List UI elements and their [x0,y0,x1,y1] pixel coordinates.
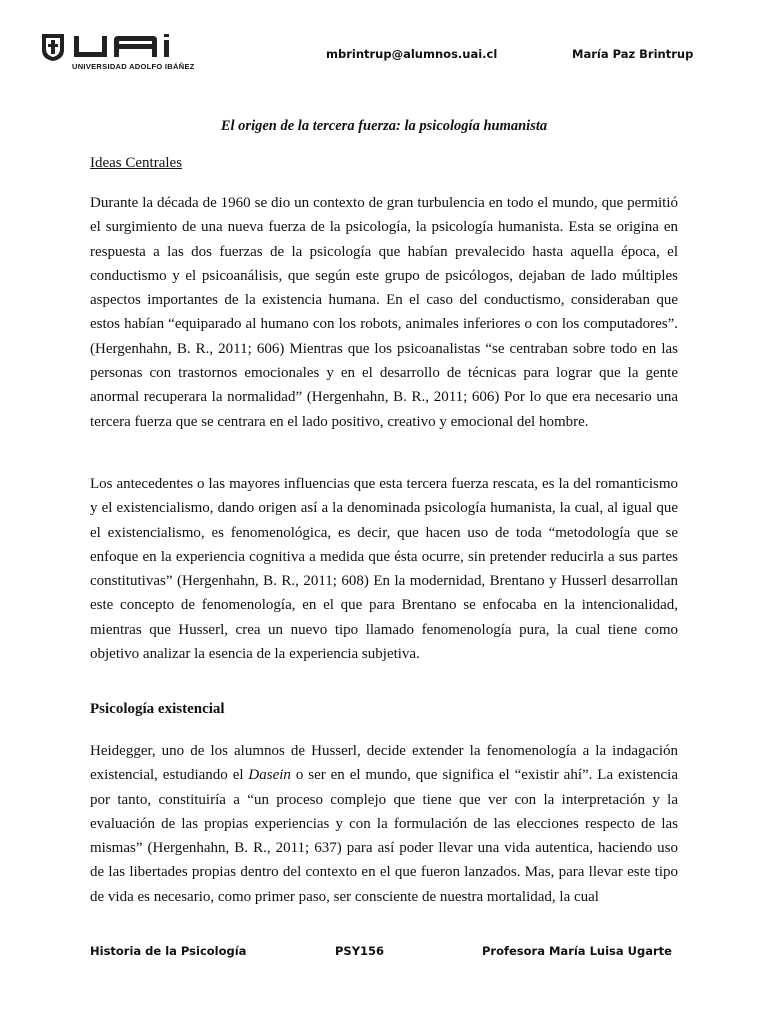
section-heading: Ideas Centrales [90,155,183,171]
paragraph-text: Heidegger, uno de los alumnos de Husserl, decide extender la fenomenología a la indagación existencial, estudiando el [90,743,678,784]
paragraph: Los antecedentes o las mayores influencias que esta tercera fuerza rescata, es la del romanticismo y el existencialismo, dando origen así a la denominada psicología humanista, la cual, al igual que el existencialismo, es fenomenológica, es decir, que hacen uso de toda “metodología que se enfoque en la experiencia cognitiva a medida que ésta ocurre, sin pretender reducirla a sus partes constitutivas” (Hergenhahn, B. R., 2011; 608) En la modernidad, Brentano y Husserl desarrollan este concepto de fenomenología, en el que para Brentano se enfocaba en la intencionalidad, mientras que Husserl, crea un nuevo tipo llamado fenomenología pura, la cual tiene como objetivo analizar la esencia de la experiencia subjetiva. [90,476,678,663]
footer-professor: Profesora María Luisa Ugarte [482,944,672,958]
header-author: María Paz Brintrup [572,47,694,61]
paragraph-text: o ser en el mundo, que significa el “existir ahí”. La existencia por tanto, constituiría a “un proceso complejo que tiene que ver con la interpretación y la evaluación de las propias experiencias y con la formulación de las elecciones respecto de las mismas” (Hergenhahn, B. R., 2011; 637) para así poder llevar una vida autentica, haciendo uso de las libertades propias dentro del contexto en el que fueron lanzados. Mas, para llevar este tipo de vida es necesario, como primer paso, ser consciente de nuestra mortalidad, la cual [90,767,678,905]
uai-logo-mark [40,32,210,62]
footer-course-code: PSY156 [335,944,385,958]
italic-term: Dasein [248,767,291,784]
document-title: El origen de la tercera fuerza: la psicología humanista [220,118,548,134]
header-email: mbrintrup@alumnos.uai.cl [326,47,498,61]
uai-logo [40,32,210,76]
subheading: Psicología existencial [90,701,225,717]
paragraph [90,739,678,909]
paragraph: Durante la década de 1960 se dio un contexto de gran turbulencia en todo el mundo, que permitió el surgimiento de una nueva fuerza de la psicología, la psicología humanista. Esta se origina en respuesta a las dos fuerzas de la psicología que habían prevalecido hasta aquella época, el conductismo y el psicoanálisis, que según este grupo de psicólogos, dejaban de lado múltiples aspectos importantes de la existencia humana. En el caso del conductismo, consideraban que estos habían “equiparado al humano con los robots, animales inferiores o con los computadores”. (Hergenhahn, B. R., 2011; 606) Mientras que los psicoanalistas “se centraban sobre todo en las personas con trastornos emocionales y en el desarrollo de técnicas para lograr que la gente anormal recuperara la normalidad” (Hergenhahn, B. R., 2011; 606) Por lo que era necesario una tercera fuerza que se centrara en el lado positivo, creativo y emocional del hombre. [90,195,678,430]
institution-name: UNIVERSIDAD ADOLFO IBÁÑEZ [72,62,195,71]
footer-course-name: Historia de la Psicología [90,944,247,958]
